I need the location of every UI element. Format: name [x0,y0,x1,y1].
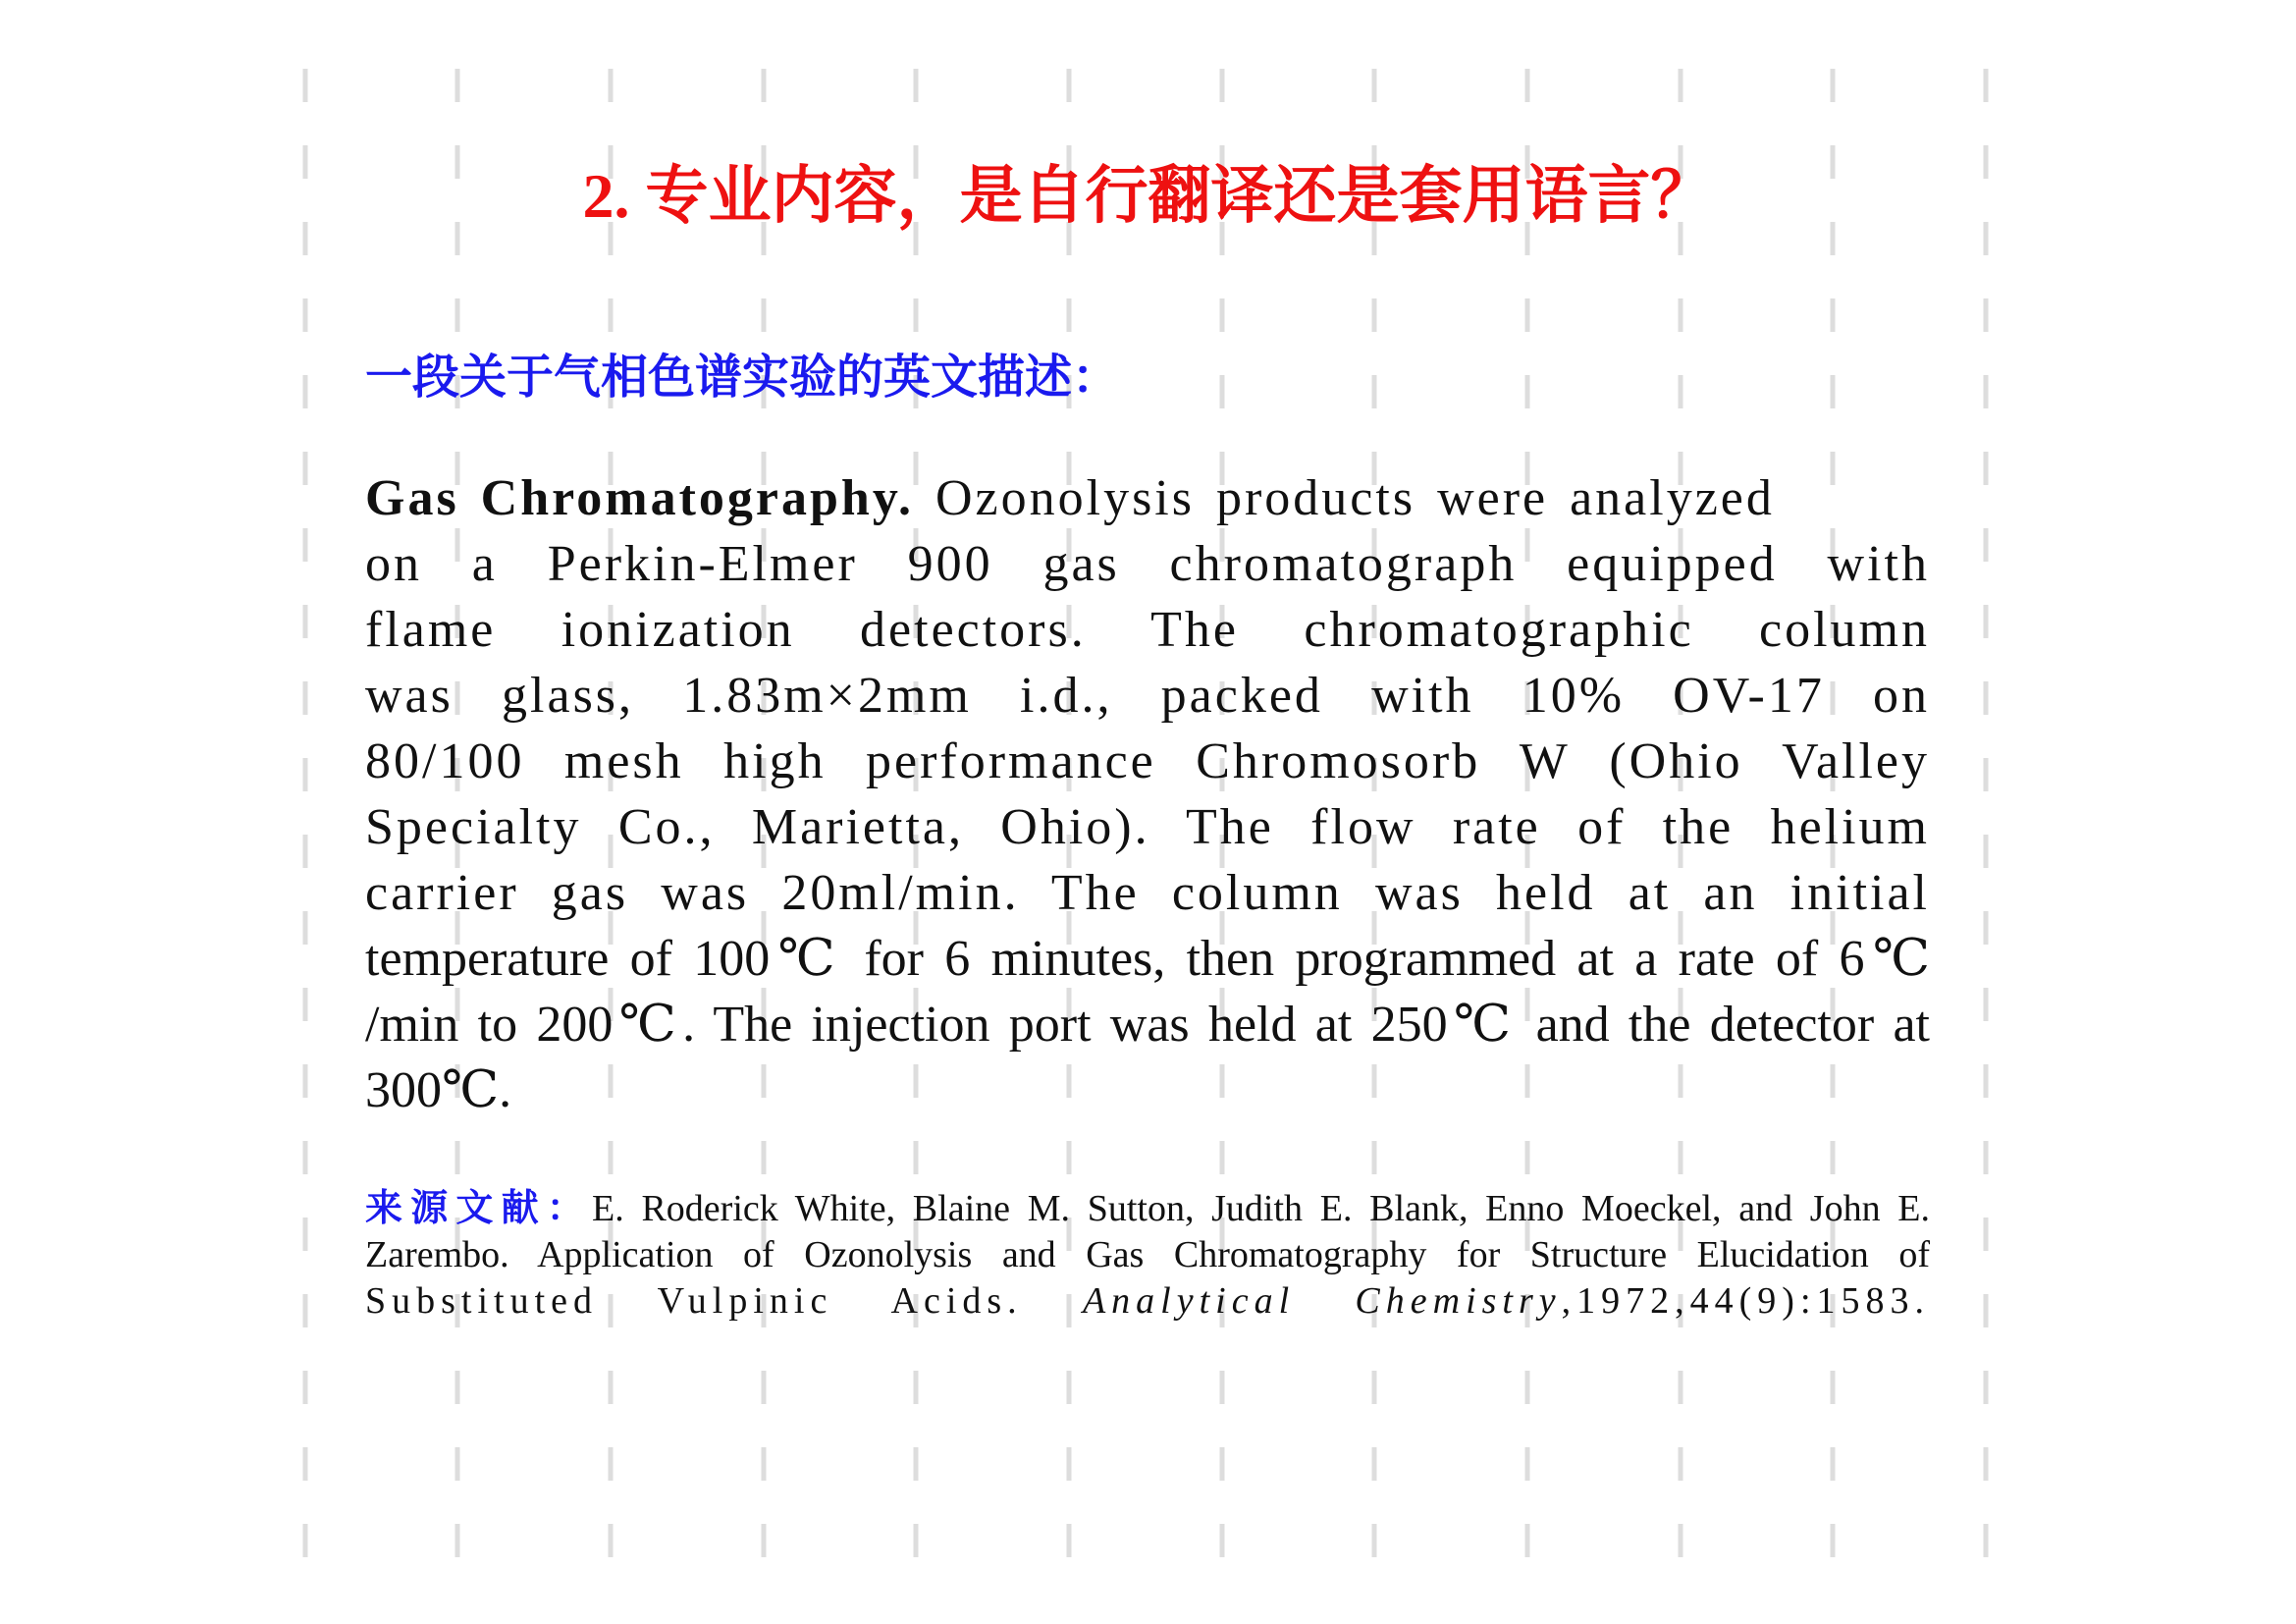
reference-article-end: Substituted Vulpinic Acids. [365,1280,1023,1322]
body-line-3: flame ionization detectors. The chromatographic column [365,602,1930,658]
body-paragraph [365,465,1930,1123]
reference-block [365,1186,1930,1325]
body-line-1-text: Ozonolysis products were analyzed [913,470,1775,526]
body-line-10: 300℃. [365,1062,512,1118]
section-subtitle: 一段关于气相色谱实验的英文描述： [365,352,1120,404]
reference-authors: E. Roderick White, Blaine M. Sutton, Judith E. Blank, Enno Moeckel, and John E. [592,1188,1930,1229]
body-line-6: Specialty Co., Marietta, Ohio). The flow rate of the helium [365,799,1930,855]
reference-label: 来源文献： [365,1188,593,1229]
body-lead-heading: Gas Chromatography. [365,470,914,526]
body-line-9: /min to 200℃. The injection port was held at 250℃ and the detector at [365,997,1930,1053]
reference-line-2: Zarembo. Application of Ozonolysis and Gas Chromatography for Structure Elucidation of [365,1234,1930,1275]
reference-journal: Analytical Chemistry [1082,1280,1562,1322]
body-line-1 [365,465,1930,531]
body-line-2: on a Perkin-Elmer 900 gas chromatograph equipped with [365,536,1930,592]
reference-citation: ,1972,44(9):1583. [1561,1280,1930,1322]
body-line-8: temperature of 100℃ for 6 minutes, then programmed at a rate of 6℃ [365,931,1930,987]
slide-title: 2. 专业内容，是自行翻译还是套用语言？ [582,161,1714,231]
reference-line-1 [365,1186,1930,1232]
body-line-5: 80/100 mesh high performance Chromosorb W (Ohio Valley [365,733,1930,789]
reference-line-3 [365,1278,1930,1325]
body-line-7: carrier gas was 20ml/min. The column was held at an initial [365,865,1930,921]
body-line-4: was glass, 1.83m×2mm i.d., packed with 10% OV-17 on [365,668,1930,724]
